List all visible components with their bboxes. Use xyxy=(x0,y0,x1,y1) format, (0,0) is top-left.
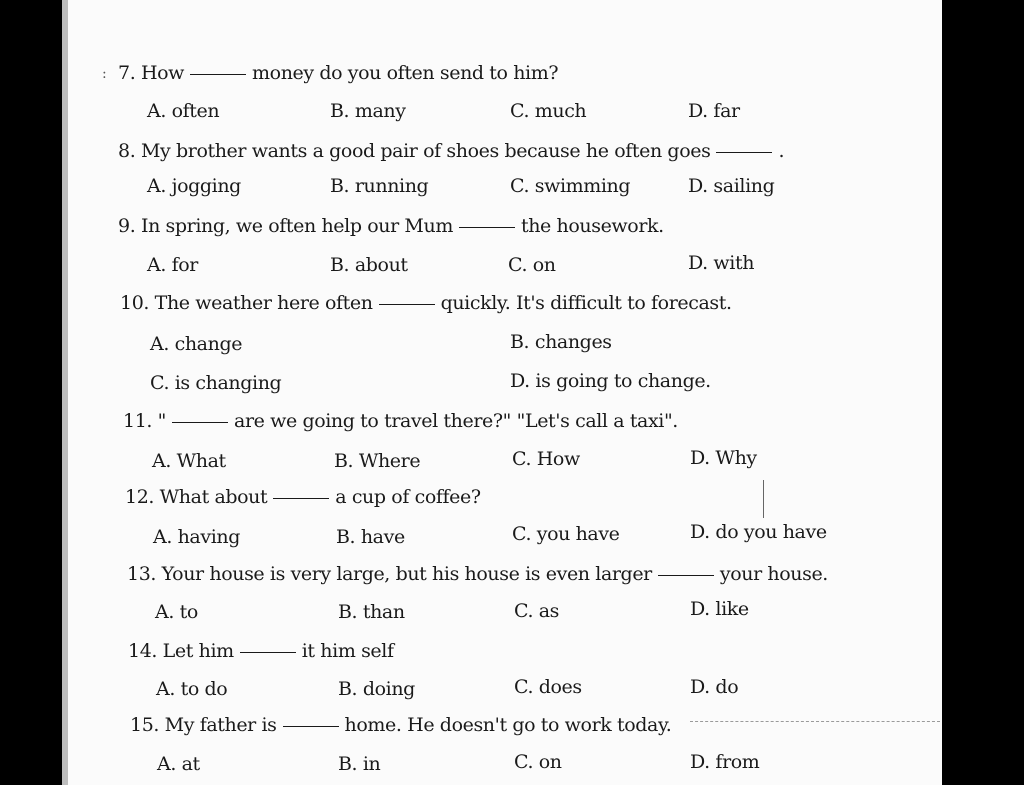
question-text-before: What about xyxy=(159,486,268,508)
question-7 xyxy=(118,62,558,84)
option-a[interactable]: A. to do xyxy=(156,678,228,700)
question-9 xyxy=(118,215,664,237)
option-b[interactable]: B. doing xyxy=(338,678,415,700)
question-number: 9. xyxy=(118,215,136,237)
question-text-before: Let him xyxy=(162,640,234,662)
question-15 xyxy=(130,714,671,736)
option-d[interactable]: D. like xyxy=(690,598,749,620)
option-c[interactable]: C. is changing xyxy=(150,372,282,394)
option-d[interactable]: D. from xyxy=(690,751,760,773)
question-text-after: are we going to travel there?" "Let's call a taxi". xyxy=(234,410,678,432)
option-d[interactable]: D. with xyxy=(688,252,755,274)
question-text-after: . xyxy=(778,140,785,162)
margin-mark: : xyxy=(102,66,107,82)
question-text-before: In spring, we often help our Mum xyxy=(140,215,453,237)
option-c[interactable]: C. as xyxy=(514,600,560,622)
option-b[interactable]: B. than xyxy=(338,601,405,623)
option-b[interactable]: B. have xyxy=(336,526,405,548)
option-a[interactable]: A. often xyxy=(147,100,220,122)
option-a[interactable]: A. jogging xyxy=(147,175,241,197)
option-b[interactable]: B. many xyxy=(330,100,406,122)
option-c[interactable]: C. you have xyxy=(512,523,620,545)
answer-blank[interactable] xyxy=(240,652,296,653)
dashed-line xyxy=(690,721,940,722)
option-c[interactable]: C. does xyxy=(514,676,582,698)
question-number: 15. xyxy=(130,714,160,736)
answer-blank[interactable] xyxy=(190,74,246,75)
question-number: 7. xyxy=(118,62,136,84)
option-a[interactable]: A. change xyxy=(150,333,243,355)
answer-blank[interactable] xyxy=(379,304,435,305)
question-number: 8. xyxy=(118,140,136,162)
question-text-after: it him self xyxy=(301,640,394,662)
option-d[interactable]: D. is going to change. xyxy=(510,370,711,392)
question-number: 13. xyxy=(127,563,157,585)
option-a[interactable]: A. What xyxy=(152,450,226,472)
question-13 xyxy=(127,563,828,585)
question-number: 10. xyxy=(120,292,150,314)
question-8 xyxy=(118,140,784,162)
question-11 xyxy=(123,410,678,432)
answer-blank[interactable] xyxy=(459,227,515,228)
page-edge xyxy=(62,0,68,785)
option-a[interactable]: A. to xyxy=(155,601,198,623)
question-text-after: money do you often send to him? xyxy=(252,62,559,84)
answer-blank[interactable] xyxy=(658,575,714,576)
option-d[interactable]: D. Why xyxy=(690,447,757,469)
question-text-before: How xyxy=(140,62,185,84)
answer-blank[interactable] xyxy=(283,726,339,727)
answer-blank[interactable] xyxy=(172,422,228,423)
question-text-after: the housework. xyxy=(520,215,664,237)
option-d[interactable]: D. far xyxy=(688,100,740,122)
option-b[interactable]: B. running xyxy=(330,175,429,197)
option-a[interactable]: A. at xyxy=(157,753,200,775)
option-b[interactable]: B. in xyxy=(338,753,381,775)
option-c[interactable]: C. on xyxy=(514,751,562,773)
question-number: 14. xyxy=(128,640,158,662)
option-c[interactable]: C. How xyxy=(512,448,580,470)
question-10 xyxy=(120,292,732,314)
answer-blank[interactable] xyxy=(273,498,329,499)
option-b[interactable]: B. changes xyxy=(510,331,612,353)
question-text-after: home. He doesn't go to work today. xyxy=(344,714,672,736)
question-text-before: My brother wants a good pair of shoes because he often goes xyxy=(140,140,711,162)
option-c[interactable]: C. much xyxy=(510,100,587,122)
question-text-after: your house. xyxy=(719,563,828,585)
question-number: 12. xyxy=(125,486,155,508)
question-text-before: " xyxy=(157,410,167,432)
option-b[interactable]: B. about xyxy=(330,254,408,276)
option-a[interactable]: A. having xyxy=(153,526,240,548)
answer-blank[interactable] xyxy=(716,152,772,153)
option-d[interactable]: D. do you have xyxy=(690,521,827,543)
option-d[interactable]: D. sailing xyxy=(688,175,775,197)
option-a[interactable]: A. for xyxy=(147,254,198,276)
option-d[interactable]: D. do xyxy=(690,676,739,698)
question-text-before: Your house is very large, but his house is even larger xyxy=(161,563,652,585)
question-text-after: quickly. It's difficult to forecast. xyxy=(440,292,732,314)
option-c[interactable]: C. on xyxy=(508,254,556,276)
stray-mark xyxy=(763,480,764,518)
question-number: 11. xyxy=(123,410,153,432)
question-text-before: The weather here often xyxy=(154,292,373,314)
question-14 xyxy=(128,640,394,662)
question-text-after: a cup of coffee? xyxy=(335,486,481,508)
option-c[interactable]: C. swimming xyxy=(510,175,631,197)
question-12 xyxy=(125,486,481,508)
question-text-before: My father is xyxy=(164,714,277,736)
option-b[interactable]: B. Where xyxy=(334,450,421,472)
